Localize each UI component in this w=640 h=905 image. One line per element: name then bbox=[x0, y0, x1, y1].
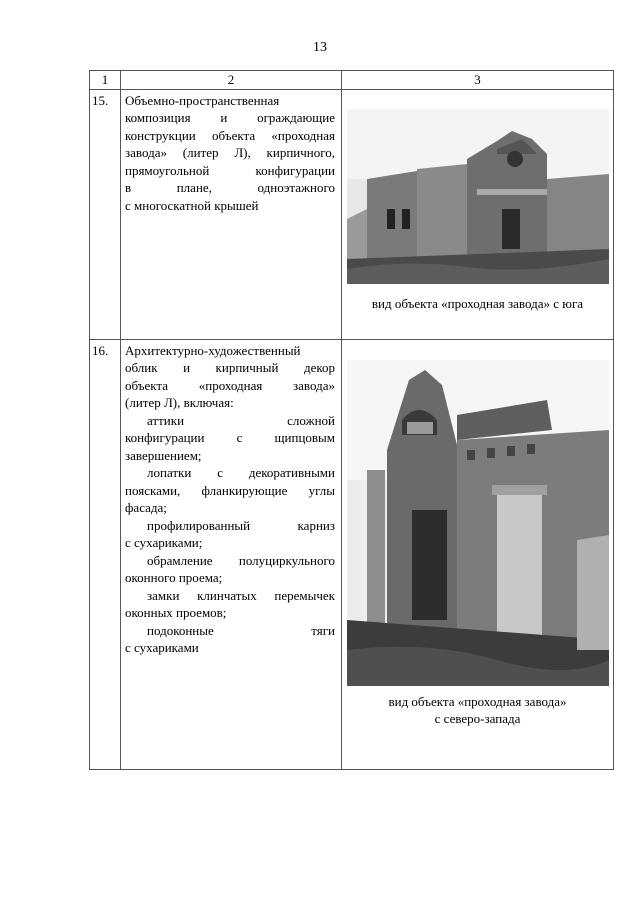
text-line: (литер Л), включая: bbox=[125, 395, 234, 410]
header-col-3: 3 bbox=[342, 71, 614, 90]
text-line: конфигурации с щипцовым bbox=[125, 430, 335, 445]
table-row bbox=[90, 89, 614, 339]
text-line: профилированный карниз bbox=[147, 517, 335, 533]
row-description bbox=[121, 89, 342, 339]
text-line: фасада; bbox=[125, 500, 167, 515]
header-col-1: 1 bbox=[90, 71, 121, 90]
text-line: завода» (литер Л), кирпичного, bbox=[125, 145, 335, 160]
header-col-2: 2 bbox=[121, 71, 342, 90]
photo-caption-line-1: вид объекта «проходная завода» bbox=[388, 693, 567, 709]
text-line: Архитектурно-художественный bbox=[125, 342, 301, 358]
table-header-row bbox=[90, 71, 614, 90]
photo-cell bbox=[342, 89, 614, 339]
text-line: оконного проема; bbox=[125, 570, 223, 585]
row-number: 15. bbox=[90, 89, 121, 339]
row-description bbox=[121, 339, 342, 769]
heritage-table bbox=[89, 70, 614, 770]
text-line: облик и кирпичный декор bbox=[125, 360, 335, 375]
text-line: с многоскатной крышей bbox=[125, 197, 259, 213]
text-line: завершением; bbox=[125, 447, 202, 463]
text-line: подоконные тяги bbox=[147, 622, 335, 638]
row-number: 16. bbox=[90, 339, 121, 769]
text-line: поясками, фланкирующие углы bbox=[125, 482, 335, 498]
text-line: прямоугольной конфигурации bbox=[125, 162, 335, 178]
table-row bbox=[90, 339, 614, 769]
text-line: оконных проемов; bbox=[125, 605, 227, 620]
text-line: объекта «проходная завода» bbox=[125, 377, 335, 393]
text-line: аттики сложной bbox=[147, 412, 335, 428]
building-photo-south bbox=[347, 109, 609, 284]
text-line: замки клинчатых перемычек bbox=[147, 587, 335, 603]
text-line: конструкции объекта «проходная bbox=[125, 127, 335, 143]
page-number: 13 bbox=[313, 40, 327, 55]
text-line: композиция и ограждающие bbox=[125, 110, 335, 125]
text-line: Объемно-пространственная bbox=[125, 92, 280, 108]
building-photo-northwest bbox=[347, 360, 609, 686]
text-line: лопатки с декоративными bbox=[147, 465, 335, 480]
text-line: в плане, одноэтажного bbox=[125, 180, 335, 195]
text-line: с сухариками; bbox=[125, 535, 203, 550]
photo-caption-line-2: с северо-запада bbox=[434, 710, 521, 726]
photo-caption: вид объекта «проходная завода» с юга bbox=[371, 295, 584, 311]
photo-cell bbox=[342, 339, 614, 769]
text-line: с сухариками bbox=[125, 640, 199, 655]
text-line: обрамление полуциркульного bbox=[147, 552, 335, 568]
